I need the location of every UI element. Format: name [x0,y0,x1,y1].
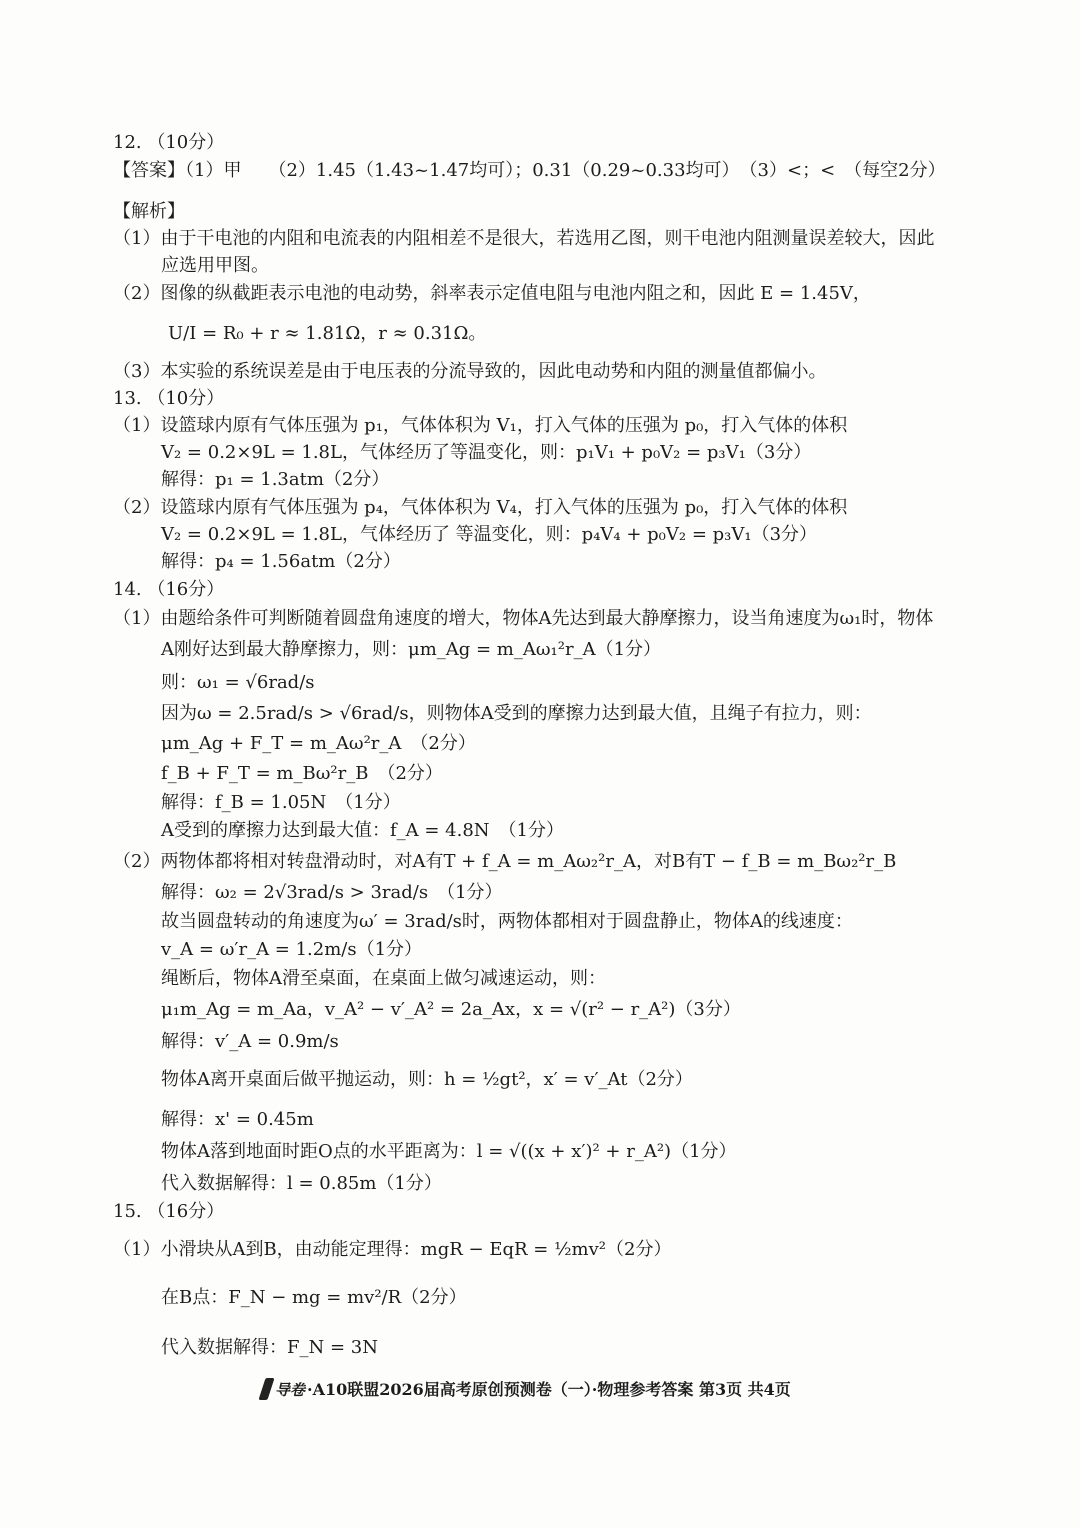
text-line: 【答案】（1）甲 （2）1.45（1.43~1.47均可）；0.31（0.29~0.33均可） （3）<；< （每空2分） [113,160,946,181]
text-line: U/I = R₀ + r ≈ 1.81Ω，r ≈ 0.31Ω。 [168,323,487,344]
text-line: （3）本实验的系统误差是由于电压表的分流导致的，因此电动势和内阻的测量值都偏小。 [113,361,827,382]
text-line: A刚好达到最大静摩擦力，则：μm_Ag = m_Aω₁²r_A（1分） [161,639,662,660]
text-line: （1）设篮球内原有气体压强为 p₁，气体体积为 V₁，打入气体的压强为 p₀，打入气体的体积 [113,415,848,436]
text-line: μm_Ag + F_T = m_Aω²r_A （2分） [161,733,476,754]
text-line: 解得：p₄ = 1.56atm（2分） [161,551,401,572]
text-line: 14. （16分） [113,579,225,600]
text-line: 解得：p₁ = 1.3atm（2分） [161,469,390,490]
text-line: 代入数据解得：l = 0.85m（1分） [161,1173,442,1194]
text-line: （2）设篮球内原有气体压强为 p₄，气体体积为 V₄，打入气体的压强为 p₀，打入气体的体积 [113,497,848,518]
text-line: 解得：f_B = 1.05N （1分） [161,792,401,813]
text-line: 在B点：F_N − mg = mv²/R（2分） [161,1287,467,1308]
text-line: （1）由于干电池的内阻和电流表的内阻相差不是很大，若选用乙图，则干电池内阻测量误差较大，因此 [113,228,935,249]
text-line: 因为ω = 2.5rad/s > √6rad/s，则物体A受到的摩擦力达到最大值，且绳子有拉力，则： [161,703,872,724]
text-line: 物体A离开桌面后做平抛运动，则：h = ½gt²，x′ = v′_At（2分） [161,1069,693,1090]
text-line: （2）两物体都将相对转盘滑动时，对A有T + f_A = m_Aω₂²r_A，对B有T − f_B = m_Bω₂²r_B [113,851,897,872]
text-line: （1）小滑块从A到B，由动能定理得：mgR − EqR = ½mv²（2分） [113,1239,672,1260]
text-line: 解得：ω₂ = 2√3rad/s > 3rad/s （1分） [161,882,503,903]
text-line: 则：ω₁ = √6rad/s [161,672,315,693]
text-line: 15. （16分） [113,1201,225,1222]
text-line: v_A = ω′r_A = 1.2m/s（1分） [161,939,423,960]
text-line: （2）图像的纵截距表示电池的电动势，斜率表示定值电阻与电池内阻之和，因此 E = 1.45V， [113,283,871,304]
text-line: 故当圆盘转动的角速度为ω′ = 3rad/s时，两物体都相对于圆盘静止，物体A的线速度： [161,911,853,932]
text-line: A受到的摩擦力达到最大值：f_A = 4.8N （1分） [161,820,565,841]
text-line: （1）由题给条件可判断随着圆盘角速度的增大，物体A先达到最大静摩擦力，设当角速度为ω₁时，物体 [113,608,934,629]
text-line: 绳断后，物体A滑至桌面，在桌面上做匀减速运动，则： [161,968,606,989]
text-line: f_B + F_T = m_Bω²r_B （2分） [161,763,443,784]
text-line: 解得：v′_A = 0.9m/s [161,1031,339,1052]
text-line: μ₁m_Ag = m_Aa，v_A² − v′_A² = 2a_Ax，x = √(r² − r_A²)（3分） [161,999,741,1020]
brand-logo-text: 导卷 [275,1381,306,1399]
text-line: V₂ = 0.2×9L = 1.8L，气体经历了等温变化，则：p₁V₁ + p₀V₂ = p₃V₁（3分） [161,442,812,463]
text-line: 【解析】 [113,201,185,222]
text-line: 解得：x' = 0.45m [161,1109,314,1130]
text-line: 13. （10分） [113,388,225,409]
text-line: 代入数据解得：F_N = 3N [161,1337,378,1358]
text-line: V₂ = 0.2×9L = 1.8L，气体经历了 等温变化，则：p₄V₄ + p₀V₂ = p₃V₁（3分） [161,524,818,545]
page-footer [262,1378,791,1402]
text-line: 应选用甲图。 [161,255,269,276]
brand-logo-mark [258,1378,274,1400]
text-line: 物体A落到地面时距O点的水平距离为：l = √((x + x′)² + r_A²)（1分） [161,1141,737,1162]
footer-text: ·A10联盟2026届高考原创预测卷（一）·物理参考答案 第3页 共4页 [307,1380,791,1399]
text-line: 12. （10分） [113,132,225,153]
